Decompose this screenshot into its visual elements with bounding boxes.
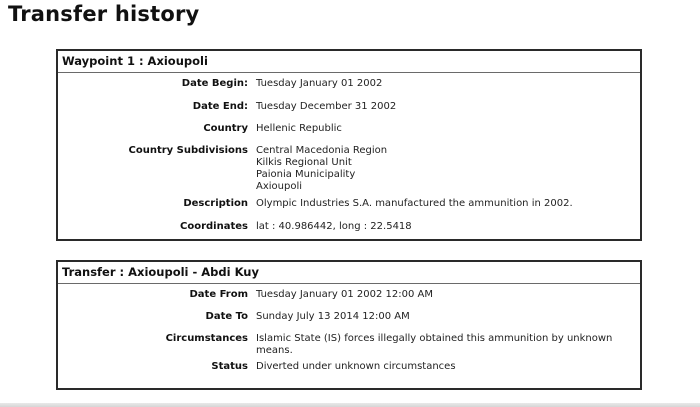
subdivision-line: Central Macedonia Region (256, 145, 388, 156)
date-begin-label: Date Begin: (181, 78, 248, 89)
description-value: Olympic Industries S.A. manufactured the ammunition in 2002. (256, 198, 573, 209)
country-subdivisions-value (256, 145, 636, 193)
subdivision-line: Axioupoli (256, 181, 303, 192)
date-from-label: Date From (189, 289, 248, 300)
status-value: Diverted under unknown circumstances (256, 361, 456, 372)
subdivision-line: Paionia Municipality (256, 169, 356, 180)
country-value: Hellenic Republic (256, 123, 342, 134)
date-from-value: Tuesday January 01 2002 12:00 AM (256, 289, 433, 300)
waypoint-panel (56, 49, 642, 241)
coordinates-label: Coordinates (180, 221, 248, 232)
coordinates-value: lat : 40.986442, long : 22.5418 (256, 221, 412, 232)
transfer-header: Transfer : Axioupoli - Abdi Kuy (58, 262, 640, 284)
country-subdivisions-label: Country Subdivisions (128, 145, 248, 156)
date-end-value: Tuesday December 31 2002 (256, 101, 397, 112)
description-label: Description (183, 198, 248, 209)
circumstances-label: Circumstances (165, 333, 248, 344)
page-title: Transfer history (8, 2, 200, 26)
date-to-value: Sunday July 13 2014 12:00 AM (256, 311, 410, 322)
circumstances-value: Islamic State (IS) forces illegally obtained this ammunition by unknown means. (256, 333, 613, 356)
bottom-scroll-strip (0, 403, 700, 407)
transfer-panel (56, 260, 642, 390)
country-label: Country (203, 123, 248, 134)
date-end-label: Date End: (192, 101, 248, 112)
waypoint-header: Waypoint 1 : Axioupoli (58, 51, 640, 73)
date-begin-value: Tuesday January 01 2002 (256, 78, 383, 89)
date-to-label: Date To (205, 311, 248, 322)
subdivision-line: Kilkis Regional Unit (256, 157, 352, 168)
status-label: Status (211, 361, 248, 372)
